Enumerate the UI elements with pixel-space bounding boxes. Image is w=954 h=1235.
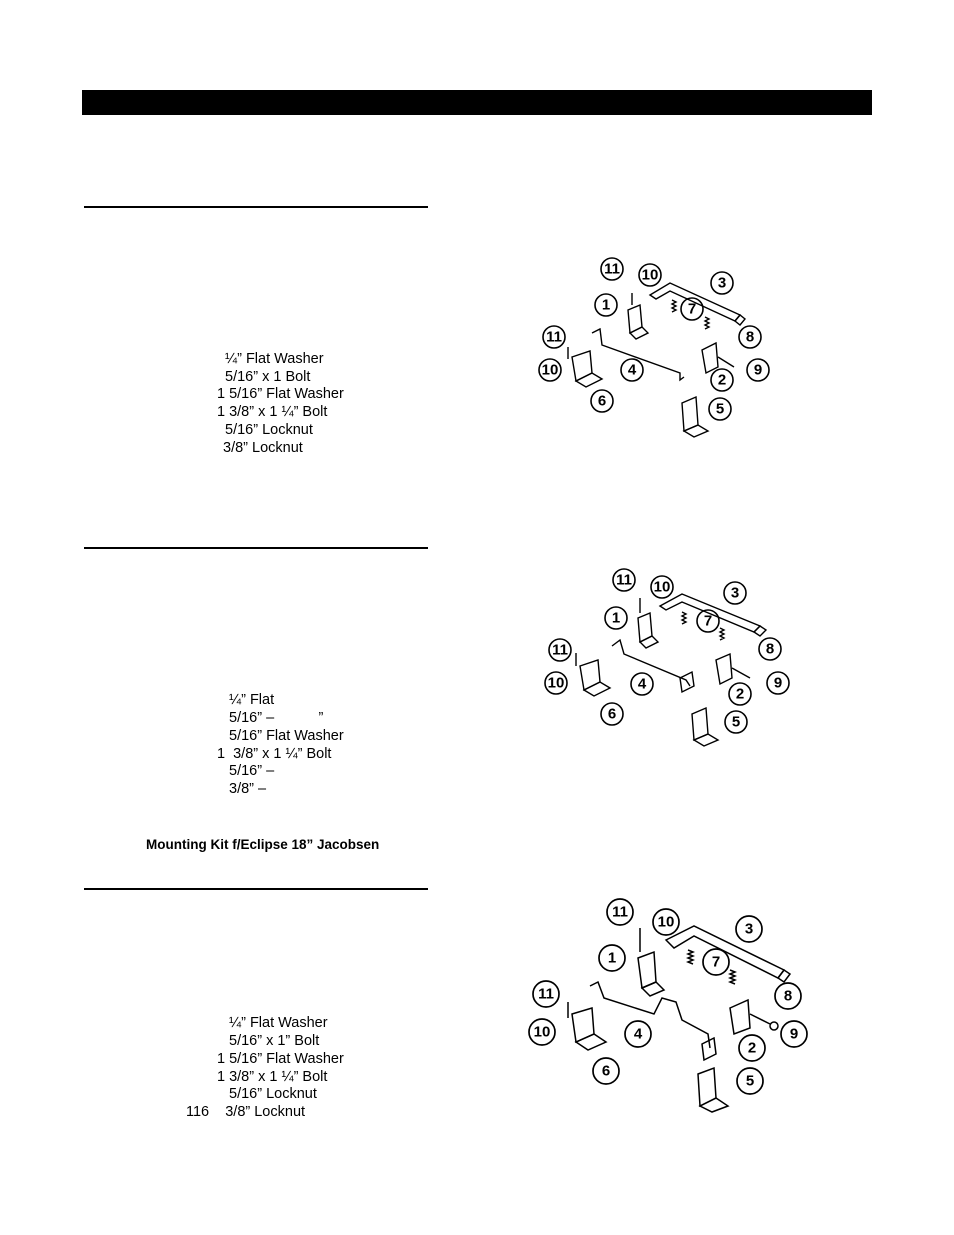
callout-label: 3 <box>730 584 740 602</box>
callout-label: 11 <box>538 985 554 1003</box>
callout-label: 1 <box>611 609 621 627</box>
part-line: ¼” Flat Washer <box>229 1015 328 1031</box>
callout-label: 4 <box>633 1025 643 1043</box>
section-2-diagram <box>540 568 795 748</box>
callout-label: 2 <box>747 1039 757 1057</box>
callout-label: 10 <box>541 361 559 379</box>
callout-label: 7 <box>687 300 697 318</box>
part-line: 3/8” – <box>229 781 267 797</box>
callout-label: 3 <box>744 920 754 938</box>
section-3-diagram <box>526 898 816 1120</box>
section-2-caption: Mounting Kit f/Eclipse 18” Jacobsen <box>146 837 380 852</box>
callout-label: 1 <box>601 296 611 314</box>
part-line: 5/16” – <box>229 763 275 779</box>
part-line: 5/16” x 1 Bolt <box>225 369 311 385</box>
callout-label: 6 <box>607 705 617 723</box>
part-line: 1 3/8” x 1 ¼” Bolt <box>217 1069 328 1085</box>
callout-label: 11 <box>612 903 628 921</box>
part-line: 5/16” – ” <box>229 710 324 726</box>
section-1-diagram <box>530 255 780 445</box>
callout-label: 2 <box>735 685 745 703</box>
callout-label: 5 <box>731 713 741 731</box>
part-line: 5/16” Flat Washer <box>229 728 344 744</box>
part-line: 5/16” Locknut <box>225 422 313 438</box>
callout-label: 11 <box>604 260 620 278</box>
callout-label: 7 <box>703 612 713 630</box>
part-line: 1 5/16” Flat Washer <box>217 1051 344 1067</box>
section-2-rule <box>84 547 428 549</box>
part-line: 1 3/8” x 1 ¼” Bolt <box>217 746 332 762</box>
callout-label: 11 <box>546 328 562 346</box>
callout-label: 9 <box>773 674 783 692</box>
part-line: 3/8” Locknut <box>223 440 303 456</box>
part-line: 116 3/8” Locknut <box>186 1104 306 1120</box>
callout-label: 3 <box>717 274 727 292</box>
callout-label: 11 <box>552 641 568 659</box>
part-line: ¼” Flat <box>229 692 275 708</box>
callout-label: 9 <box>753 361 763 379</box>
header-bar <box>82 90 872 115</box>
callout-label: 11 <box>616 571 632 589</box>
part-line: 5/16” Locknut <box>229 1086 317 1102</box>
callout-label: 10 <box>657 913 675 931</box>
part-line: ¼” Flat Washer <box>225 351 324 367</box>
callout-label: 10 <box>547 674 565 692</box>
callout-label: 8 <box>745 328 755 346</box>
callout-label: 9 <box>789 1025 799 1043</box>
section-3-rule <box>84 888 428 890</box>
callout-label: 4 <box>637 675 647 693</box>
callout-label: 5 <box>745 1072 755 1090</box>
part-line: 1 3/8” x 1 ¼” Bolt <box>217 404 328 420</box>
part-line: 1 5/16” Flat Washer <box>217 386 344 402</box>
section-1-rule <box>84 206 428 208</box>
callout-label: 6 <box>597 392 607 410</box>
callout-label: 8 <box>783 987 793 1005</box>
part-line: 5/16” x 1” Bolt <box>229 1033 320 1049</box>
callout-label: 2 <box>717 371 727 389</box>
callout-label: 10 <box>653 578 671 596</box>
callout-label: 8 <box>765 640 775 658</box>
callout-label: 7 <box>711 953 721 971</box>
callout-label: 1 <box>607 949 617 967</box>
callout-label: 6 <box>601 1062 611 1080</box>
callout-label: 10 <box>533 1023 551 1041</box>
callout-label: 4 <box>627 361 637 379</box>
callout-label: 5 <box>715 400 725 418</box>
callout-label: 10 <box>641 266 659 284</box>
